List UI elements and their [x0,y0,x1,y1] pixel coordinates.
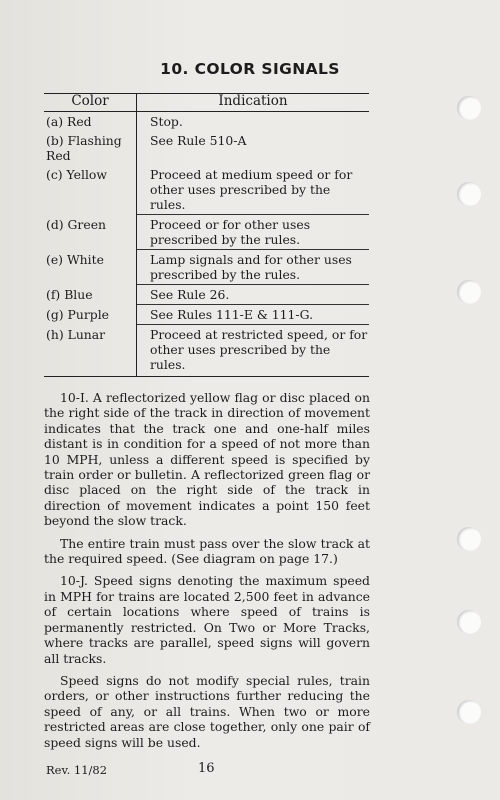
binder-hole [457,610,481,634]
color-cell: (g) Purple [44,305,137,325]
column-header-color: Color [44,94,137,112]
table-row [44,165,369,215]
section-title: 10. COLOR SIGNALS [160,60,340,78]
color-cell: (f) Blue [44,285,137,305]
color-signals-table [44,93,369,377]
color-cell: (a) Red [44,112,137,132]
revision-note: Rev. 11/82 [46,763,108,777]
binder-hole [457,280,481,304]
paragraph-10j: 10-J. Speed signs denoting the maximum speed in MPH for trains are located 2,500 feet in advance of certain locations where speed of trains is permanently restricted. On Two or More Tracks, where tracks are parallel, speed signs will govern all tracks. [44,573,370,666]
indication-cell: See Rule 26. [137,285,370,305]
binder-hole [457,527,481,551]
indication-cell: Proceed or for other uses prescribed by the rules. [137,215,370,250]
rule-text [44,390,370,757]
color-cell: (c) Yellow [44,165,137,215]
paragraph-slow-track: The entire train must pass over the slow track at the required speed. (See diagram on page 17.) [44,535,370,567]
color-cell: (d) Green [44,215,137,250]
table-header-row [44,94,369,112]
table-row [44,325,369,377]
table-row [44,131,369,165]
indication-cell: See Rule 510-A [150,133,247,148]
column-header-indication: Indication [137,94,370,112]
page-number: 16 [198,761,215,776]
table-row [44,250,369,285]
table-row [44,285,369,305]
indication-cell: Proceed at medium speed or for other uses prescribed by the rules. [137,165,370,215]
table-row [44,305,369,325]
paragraph-10i: 10-I. A reflectorized yellow flag or disc placed on the right side of the track in direction of movement indicates that the track one and one-half miles distant is in condition for a speed of not more than 10 MPH, unless a different speed is specified by train order or bulletin. A reflectorized green flag or disc placed on the right side of the track in direction of movement indicates a point 150 feet beyond the slow track. [44,390,370,529]
indication-cell: Stop. [150,114,183,129]
color-cell: (e) White [44,250,137,285]
indication-cell: See Rules 111-E & 111-G. [137,305,370,325]
color-cell: (b) Flashing Red [44,131,137,165]
binder-hole [457,182,481,206]
paragraph-speed-signs: Speed signs do not modify special rules, train orders, or other instructions further reducing the speed of any, or all trains. When two or more restricted areas are close together, only one pair of speed signs will be used. [44,672,370,750]
binder-hole [457,96,481,120]
indication-cell: Lamp signals and for other uses prescribed by the rules. [137,250,370,285]
table-row [44,112,369,132]
color-cell: (h) Lunar [44,325,137,377]
binder-hole [457,700,481,724]
table-row [44,215,369,250]
indication-cell: Proceed at restricted speed, or for other uses prescribed by the rules. [137,325,370,377]
